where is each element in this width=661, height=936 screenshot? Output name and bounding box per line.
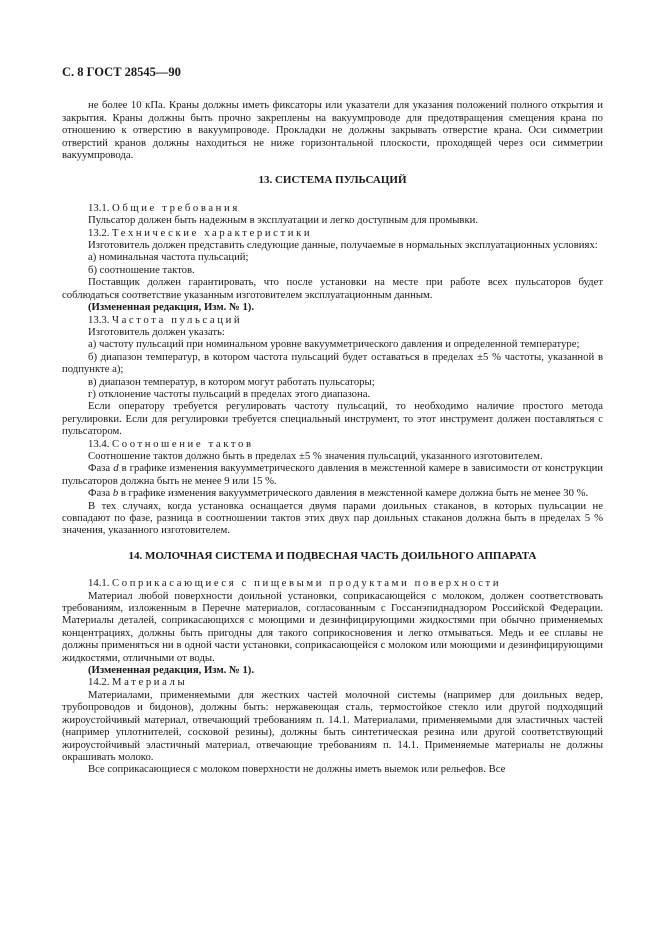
amendment-note: (Измененная редакция, Изм. № 1). (88, 301, 255, 314)
text-run: в графике изменения вакуумметрического давления в межстенной камере в зависимости от конструкции пульсаторов должна быть не менее 9 или 15 %. (62, 462, 604, 487)
page-header: С. 8 ГОСТ 28545—90 (62, 65, 181, 79)
list-item: г) отклонение частоты пульсаций в пределах этого диапазона. (88, 387, 371, 400)
clause-13-2-heading (62, 227, 603, 239)
section-14-title: 14. МОЛОЧНАЯ СИСТЕМА И ПОДВЕСНАЯ ЧАСТЬ ДОИЛЬНОГО АППАРАТА (128, 549, 537, 562)
paragraph (62, 487, 603, 499)
clause-title: Технические характеристики (112, 226, 313, 239)
paragraph: В тех случаях, когда установка оснащается двумя парами доильных стаканов, в которых пульсации не совпадают по фазе, разница в соотношении тактов этих двух пар доильных стаканов должна быть в пределах 5 % значения, указанного изготовителем. (62, 499, 603, 537)
clause-14-1-heading (62, 577, 603, 589)
paragraph: Изготовитель должен указать: (88, 325, 225, 338)
variable-d: d (113, 462, 119, 475)
list-item: б) диапазон температур, в котором частота пульсаций будет оставаться в пределах ±5 % частоты, указанной в подпункте а); (62, 350, 603, 376)
clause-number: 13.2. (88, 226, 110, 239)
clause-number: 13.1. (88, 201, 110, 214)
text-run: в графике изменения вакуумметрического давления в межстенной камере должна быть не менее 30 %. (118, 487, 589, 500)
paragraph: Соотношение тактов должно быть в пределах ±5 % значения пульсаций, указанного изготовителем. (88, 449, 543, 462)
paragraph: Если оператору требуется регулировать частоту пульсаций, то необходимо наличие простого метода регулировки. Если для регулировки требуется специальный инструмент, то этот инструмент должен поставляться с пульсатором. (62, 400, 603, 438)
clause-13-4-heading (62, 438, 603, 450)
clause-13-3-heading (62, 314, 603, 326)
text-run: Фаза (88, 462, 114, 475)
paragraph: Материалами, применяемыми для жестких частей молочной системы (например для доильных ведер, трубопроводов и бидонов), должны быть: нержавеющая сталь, термостойкое стекло или другой подходящий жироустойчивый материал, отвечающий требованиям п. 14.1. Материалами, применяемыми для эластичных частей (например уплотнителей, сосковой резины), должны быть синтетическая резина или другой соответствующий жироустойчивый эластичный материал, отвечающие требованиям п. 14.1. Применяемые материалы не должны окрашивать молоко. (62, 688, 603, 763)
variable-b: b (112, 487, 119, 500)
clause-title: Материалы (112, 676, 188, 689)
clause-13-1-heading (62, 202, 603, 214)
section-13-title: 13. СИСТЕМА ПУЛЬСАЦИЙ (258, 174, 407, 187)
clause-title: Соотношение тактов (112, 437, 254, 450)
clause-title: Частота пульсаций (112, 313, 243, 326)
list-item: в) диапазон температур, в котором могут работать пульсаторы; (88, 375, 375, 388)
clause-14-2-heading (62, 676, 603, 688)
clause-title: Общие требования (112, 201, 240, 214)
list-item: б) соотношение тактов. (88, 263, 195, 276)
clause-number: 13.3. (88, 313, 110, 326)
list-item: а) номинальная частота пульсаций; (88, 251, 249, 264)
paragraph: Пульсатор должен быть надежным в эксплуатации и легко доступным для промывки. (88, 214, 479, 227)
intro-paragraph: не более 10 кПа. Краны должны иметь фиксаторы или указатели для указания положений полного открытия и закрытия. Краны должны быть прочно закреплены на вакуумпроводе для предотвращения смещения крана по отношению к отверстию в вакуумпроводе. Прокладки не должны закрывать отверстие крана. Оси симметрии отверстий кранов должны находиться не ниже горизонтальной плоскости, проходящей через оси симметрии вакуумпровода. (62, 99, 603, 162)
clause-number: 14.2. (88, 676, 110, 689)
clause-title: Соприкасающиеся с пищевыми продуктами поверхности (112, 577, 502, 590)
paragraph (62, 462, 603, 487)
paragraph: Все соприкасающиеся с молоком поверхности не должны иметь выемок или рельефов. Все (88, 763, 506, 776)
clause-number: 14.1. (88, 577, 110, 590)
text-run: Фаза (88, 487, 113, 500)
paragraph: Поставщик должен гарантировать, что после установки на месте при работе всех пульсаторов будет соблюдаться соответствие указанным изготовителем эксплуатационным данным. (62, 276, 603, 301)
list-item: а) частоту пульсаций при номинальном уровне вакуумметрического давления и определенной температуре; (88, 338, 580, 351)
clause-number: 13.4. (88, 437, 110, 450)
amendment-note: (Измененная редакция, Изм. № 1). (88, 664, 255, 677)
paragraph: Изготовитель должен представить следующие данные, получаемые в нормальных эксплуатационных условиях: (88, 239, 598, 252)
paragraph: Материал любой поверхности доильной установки, соприкасающейся с молоком, должен соответствовать требованиям, изложенным в Перечне материалов, согласованным с Госсанэпиднадзором Российской Федерации. Материалы деталей, соприкасающихся с моющими и дезинфицирующими жидкостями при обычно применяемых концентрациях, должны быть пригодны для такого соприкосновения и легко отмываться. Медь и ее сплавы не должны применяться ни в одной части установки, соприкасающейся с молоком или моющими и дезинфицирующими жидкостями, отличными от воды. (62, 589, 603, 664)
